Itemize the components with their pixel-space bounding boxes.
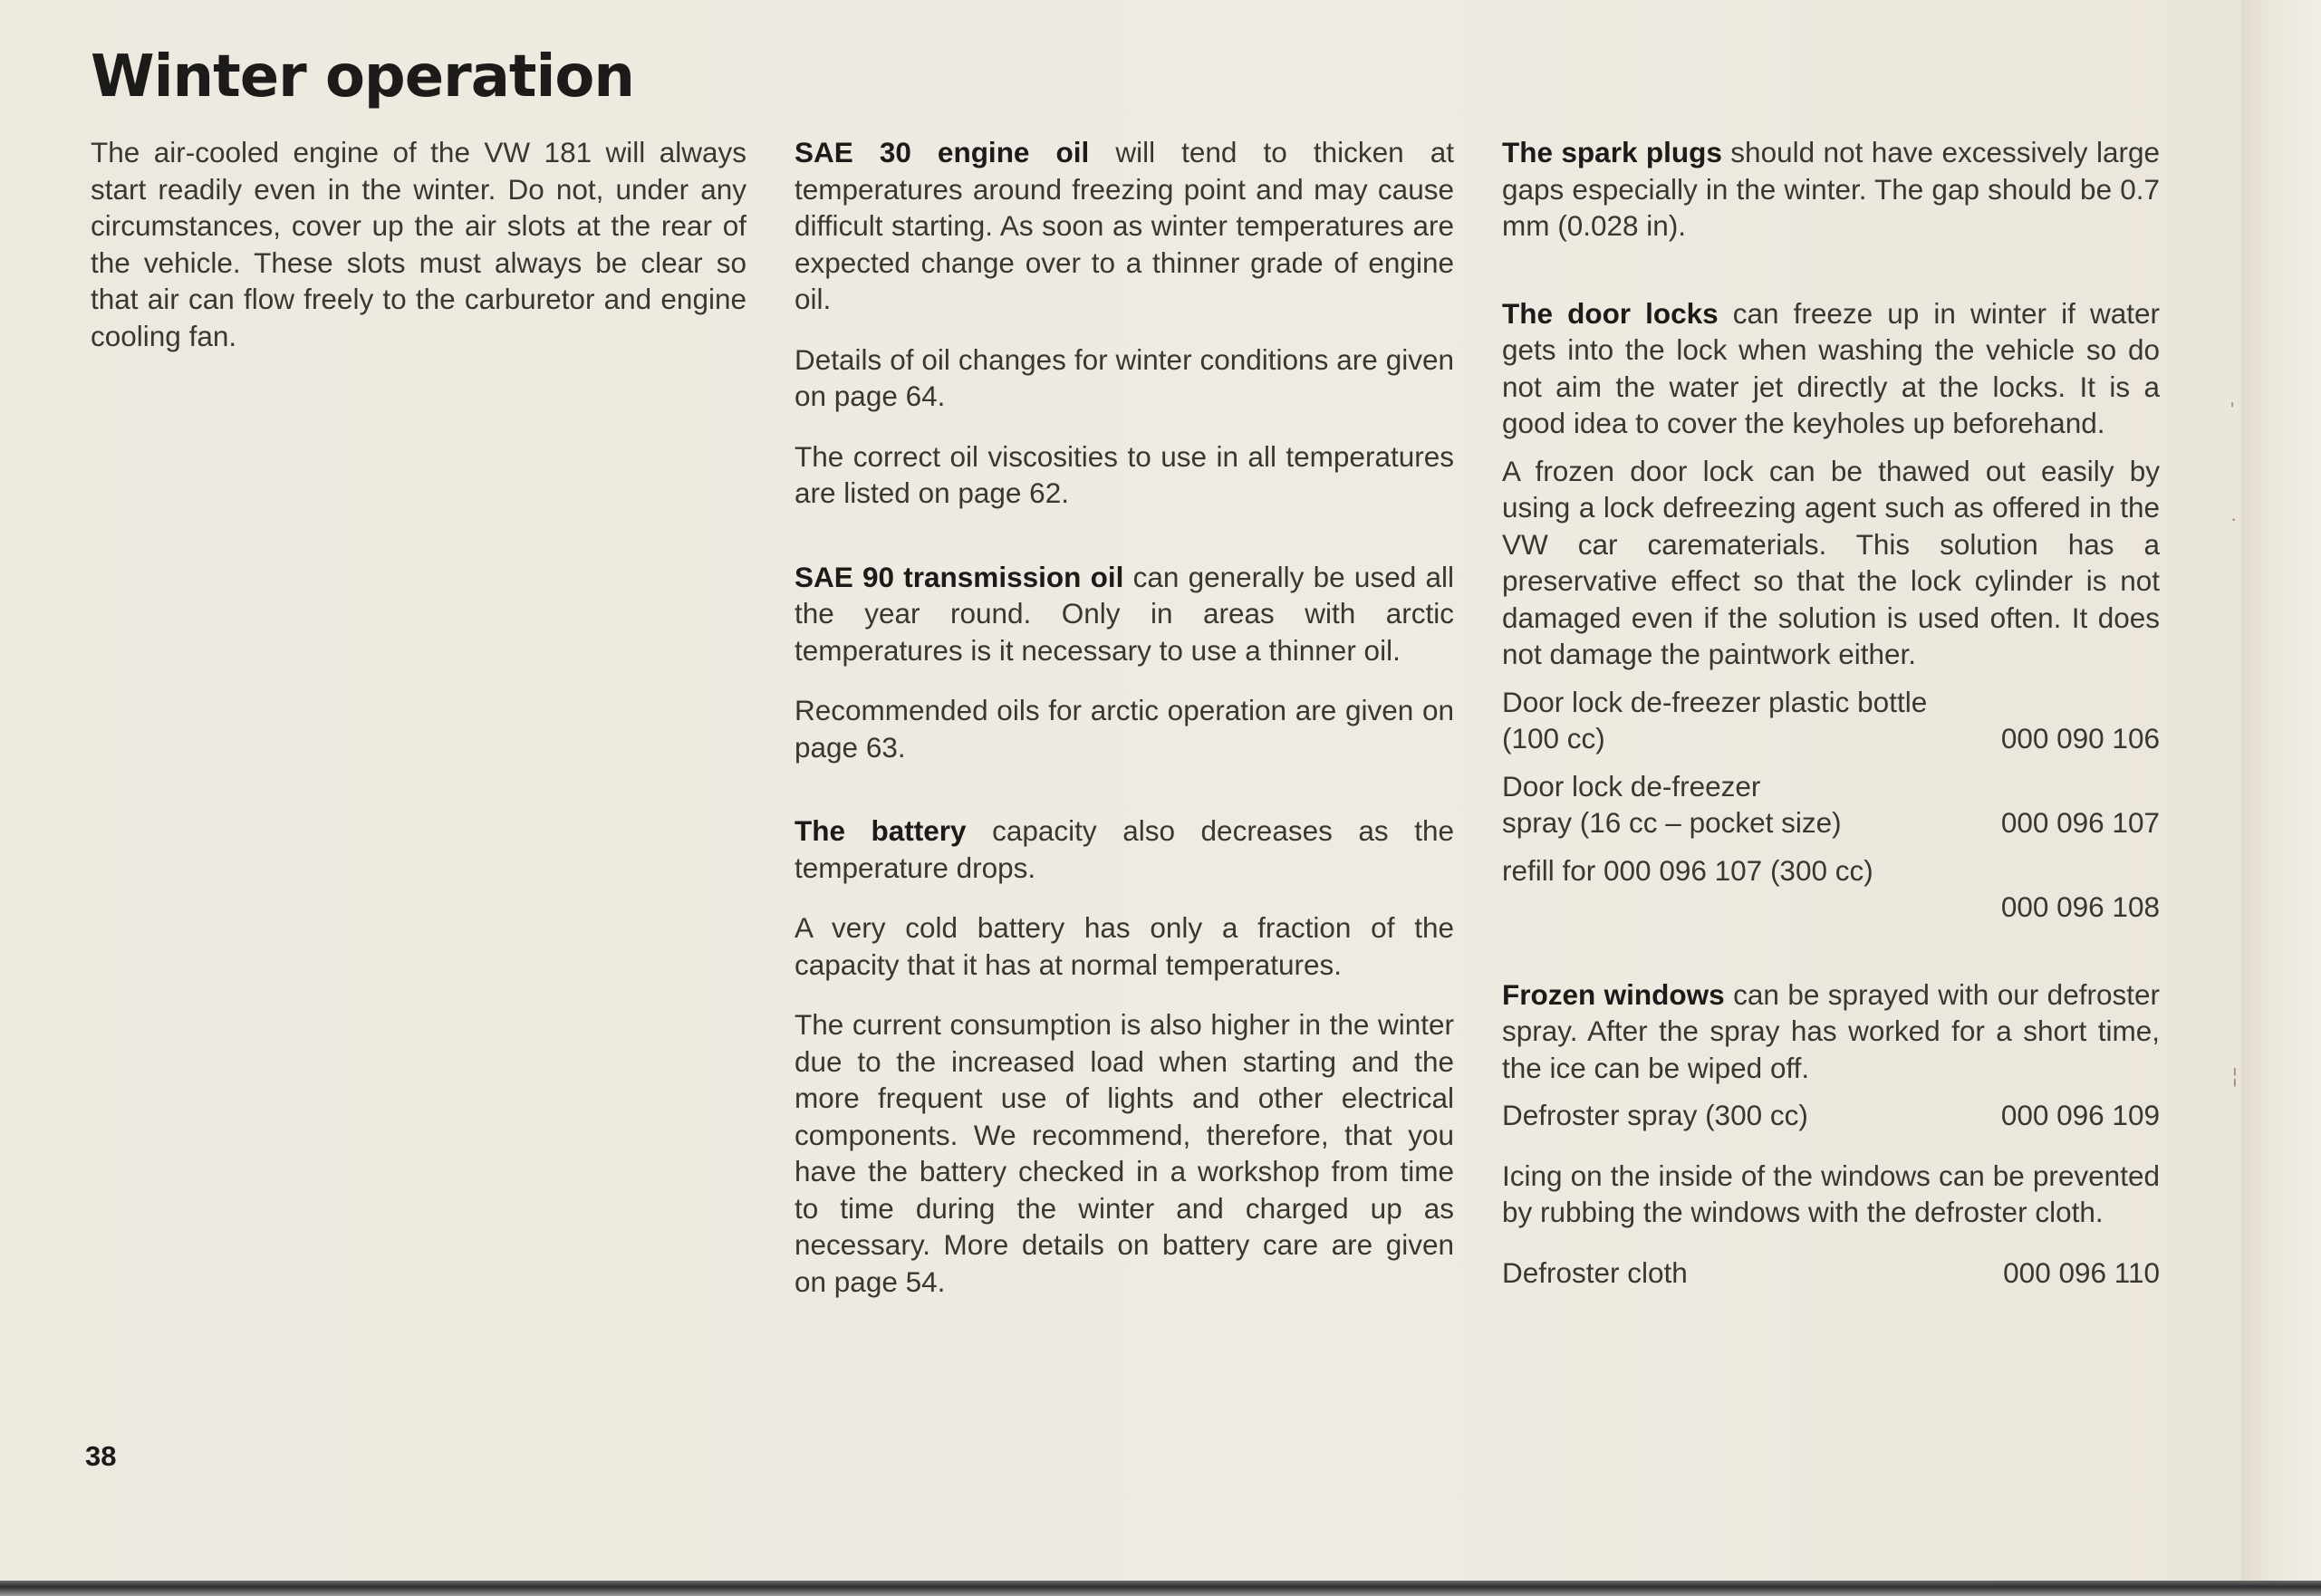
part-description: Door lock de-freezer: [1502, 769, 1761, 803]
cold-battery-paragraph: A very cold battery has only a fraction of the capacity that it has at normal temperatures.: [795, 911, 1454, 981]
door-locks-heading: The door locks: [1502, 296, 1719, 330]
battery-heading: The battery: [795, 814, 967, 847]
arctic-oils-paragraph: Recommended oils for arctic operation are given on page 63.: [795, 694, 1454, 764]
part-item: [1502, 852, 2160, 926]
column-1: [91, 134, 746, 354]
part-description: refill for 000 096 107 (300 cc): [1502, 853, 1873, 887]
engine-oil-paragraph: [795, 134, 1454, 318]
part-number: 000 096 110: [2003, 1255, 2160, 1289]
intro-paragraph: The air-cooled engine of the VW 181 will always start readily even in the winter. Do not, under any circumstances, cover up the air slots at the rear of the vehicle. These slots must always be clear so that air can flow freely to the carburetor and engine cooling fan.: [91, 136, 746, 352]
page-bottom-edge: [0, 1581, 2321, 1596]
part-number: 000 096 109: [2000, 1099, 2160, 1131]
part-item: [1502, 1255, 2160, 1292]
transmission-oil-heading: SAE 90 transmission oil: [795, 560, 1124, 593]
part-item: [1502, 768, 2160, 841]
page-spine: [2241, 0, 2321, 1596]
frozen-windows-paragraph: [1502, 976, 2160, 1087]
print-speck: ¦: [2232, 1064, 2238, 1087]
print-speck: ': [2230, 399, 2235, 421]
spark-plugs-paragraph: [1502, 134, 2160, 245]
part-description-line2: spray (16 cc – pocket size): [1502, 806, 1842, 839]
frozen-windows-text: can be sprayed with our defroster spray. After the spray has worked for a short time, the ice can be wiped off.: [1502, 977, 2160, 1084]
part-description-line2: (100 cc): [1502, 722, 1605, 755]
battery-paragraph: [795, 812, 1454, 886]
part-number: 000 090 106: [2000, 722, 2160, 755]
part-number: 000 096 108: [2000, 890, 2160, 923]
transmission-oil-text: can generally be used all the year round. Only in areas with arctic temperatures is it necessary to use a thinner oil.: [795, 560, 1454, 667]
part-description: Defroster spray (300 cc): [1502, 1099, 1808, 1131]
battery-text: capacity also decreases as the temperature drops.: [795, 814, 1454, 884]
part-item: [1502, 1097, 2160, 1134]
print-speck: ·: [2230, 507, 2238, 530]
frozen-lock-paragraph: A frozen door lock can be thawed out easily by using a lock defreezing agent such as offered in the VW car carematerials. This solution has a preservative effect so that the lock cylinder is not damaged even if the solution is used often. It does not damage the paintwork either.: [1502, 454, 2160, 670]
part-description: Door lock de-freezer plastic bottle: [1502, 685, 1928, 718]
oil-viscosities-paragraph: The correct oil viscosities to use in all temperatures are listed on page 62.: [795, 439, 1454, 509]
page-number: 38: [85, 1440, 117, 1472]
door-locks-text: can freeze up in winter if water gets into the lock when washing the vehicle so do not aim the water jet directly at the locks. It is a good idea to cover the keyholes up beforehand.: [1502, 296, 2160, 439]
part-description: Defroster cloth: [1502, 1255, 1688, 1289]
page-title: Winter operation: [91, 43, 634, 111]
column-3: [1502, 134, 2160, 1291]
transmission-oil-paragraph: [795, 559, 1454, 669]
part-number: 000 096 107: [2000, 806, 2160, 839]
icing-paragraph: Icing on the inside of the windows can be prevented by rubbing the windows with the defroster cloth.: [1502, 1159, 2160, 1228]
oil-changes-paragraph: Details of oil changes for winter conditions are given on page 64.: [795, 342, 1454, 412]
engine-oil-text: will tend to thicken at temperatures around freezing point and may cause difficult starting. As soon as winter temperatures are expected change over to a thinner grade of engine oil.: [795, 136, 1454, 315]
current-consumption-paragraph: The current consumption is also higher in the winter due to the increased load when starting and the more frequent use of lights and other electrical components. We recommend, therefore, that you have the battery checked in a workshop from time to time during the winter and charged up as necessary. More details on battery care are given on page 54.: [795, 1008, 1454, 1298]
door-locks-paragraph: [1502, 295, 2160, 442]
frozen-windows-heading: Frozen windows: [1502, 977, 1725, 1011]
spark-plugs-heading: The spark plugs: [1502, 136, 1722, 168]
part-item: [1502, 684, 2160, 757]
spark-plugs-text: should not have excessively large gaps especially in the winter. The gap should be 0.7 mm (0.028 in).: [1502, 136, 2160, 242]
column-2: [795, 134, 1454, 1300]
engine-oil-heading: SAE 30 engine oil: [795, 136, 1090, 168]
